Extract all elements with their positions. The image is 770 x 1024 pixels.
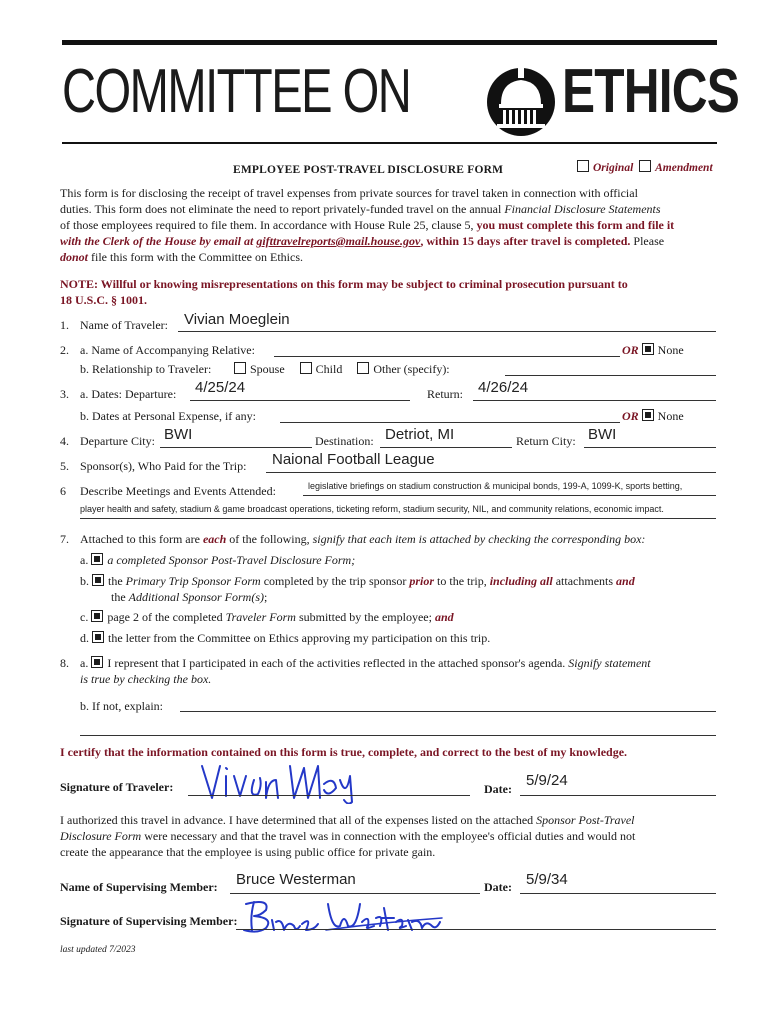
last-updated: last updated 7/2023 [60, 945, 136, 955]
traveler-signature-underline [188, 795, 470, 796]
intro-line-4: with the Clerk of the House by email at gifttravelreports@mail.house.gov, within 15 days after travel is completed. Please [60, 234, 665, 248]
q2a-underline[interactable] [274, 356, 620, 357]
traveler-date-underline [520, 795, 716, 796]
original-checkbox[interactable] [577, 160, 589, 172]
return-city-value[interactable]: BWI [588, 426, 617, 443]
amendment-label: Amendment [655, 162, 713, 174]
q8a-checkbox[interactable] [91, 656, 103, 668]
q3-number: 3. [60, 387, 69, 401]
intro-line-2: duties. This form does not eliminate the need to report privately-funded travel on the annual Financial Disclosure Statements [60, 202, 661, 216]
departure-underline [190, 400, 410, 401]
q8a-item: a. I represent that I participated in each of the activities reflected in the attached sponsor's agenda. Signify statement [80, 656, 651, 670]
q7-number: 7. [60, 532, 69, 546]
q6-number: 6 [60, 484, 66, 498]
q8b-underline-1[interactable] [180, 711, 716, 712]
q5-label: Sponsor(s), Who Paid for the Trip: [80, 459, 247, 473]
masthead-ethics: ETHICS [562, 57, 740, 126]
q2b-options [234, 361, 450, 377]
certify-statement: I certify that the information contained on this form is true, complete, and correct to the best of my knowledge. [60, 745, 628, 759]
masthead-rule [62, 142, 717, 144]
traveler-name-value[interactable]: Vivian Moeglein [184, 311, 290, 328]
departure-date-value[interactable]: 4/25/24 [195, 379, 246, 396]
q3b-underline[interactable] [280, 422, 620, 423]
intro-line-3: of those employees required to file them. In accordance with House Rule 25, clause 5, you must complete this form and file it [60, 218, 675, 232]
child-label: Child [315, 362, 343, 376]
traveler-date-label: Date: [484, 782, 512, 796]
q3a-label: a. Dates: Departure: [80, 387, 177, 401]
note-line-1: NOTE: Willful or knowing misrepresentations on this form may be subject to criminal prosecution pursuant to [60, 277, 628, 291]
supervisor-signature[interactable] [236, 896, 446, 936]
q7b-item-cont: the Additional Sponsor Form(s); [111, 590, 268, 604]
return-city-underline [584, 447, 716, 448]
intro-line-1: This form is for disclosing the receipt of travel expenses from private sources for travel taken in connection with official [60, 186, 638, 200]
q7a-item: a. a completed Sponsor Post-Travel Disclosure Form; [80, 553, 356, 567]
q7d-item: d. the letter from the Committee on Ethics approving my participation on this trip. [80, 631, 491, 645]
return-date-value[interactable]: 4/26/24 [478, 379, 529, 396]
masthead-committee-on: COMMITTEE ON [62, 57, 411, 126]
supervisor-signature-underline [236, 929, 716, 930]
q3b-none-checkbox[interactable] [642, 409, 654, 421]
authorize-line-3: create the appearance that the employee is using public office for private gain. [60, 845, 436, 859]
q7-intro: Attached to this form are each of the following, signify that each item is attached by checking the corresponding box: [80, 532, 646, 546]
supervisor-name-label: Name of Supervising Member: [60, 880, 218, 894]
q1-number: 1. [60, 318, 69, 332]
destination-underline [380, 447, 512, 448]
return-label: Return: [427, 387, 463, 401]
traveler-signature[interactable] [196, 758, 356, 804]
supervisor-signature-label: Signature of Supervising Member: [60, 914, 238, 928]
top-rule [62, 40, 717, 45]
events-value-line-2[interactable]: player health and safety, stadium & game broadcast operations, ticketing reform, stadium security, NIL, and community relations, economic impact. [80, 504, 664, 514]
original-label: Original [593, 162, 634, 174]
q3b-or-none: OR None [622, 409, 684, 423]
child-checkbox[interactable] [300, 362, 312, 374]
q7c-checkbox[interactable] [91, 610, 103, 622]
q6-underline-2 [80, 518, 716, 519]
form-type-options [577, 160, 713, 174]
departure-city-value[interactable]: BWI [164, 426, 193, 443]
q2-number: 2. [60, 343, 69, 357]
sponsor-value[interactable]: Naional Football League [272, 451, 435, 468]
q1-underline [178, 331, 716, 332]
spouse-label: Spouse [250, 362, 285, 376]
departure-city-underline [160, 447, 312, 448]
spouse-checkbox[interactable] [234, 362, 246, 374]
q8-number: 8. [60, 656, 69, 670]
supervisor-date-underline [520, 893, 716, 894]
masthead [62, 52, 740, 152]
q6-underline-1 [303, 495, 716, 496]
q2a-label: a. Name of Accompanying Relative: [80, 343, 255, 357]
q2a-or-none: OR None [622, 343, 684, 357]
q7c-item: c. page 2 of the completed Traveler Form submitted by the employee; and [80, 610, 454, 624]
other-label: Other (specify): [373, 362, 450, 376]
authorize-line-2: Disclosure Form were necessary and that the travel was in connection with the employee's official duties and would not [60, 829, 636, 843]
q8a-item-cont: is true by checking the box. [80, 672, 212, 686]
supervisor-date-label: Date: [484, 880, 512, 894]
amendment-checkbox[interactable] [639, 160, 651, 172]
supervisor-name-value[interactable]: Bruce Westerman [236, 871, 356, 888]
q4-number: 4. [60, 434, 69, 448]
q7d-checkbox[interactable] [92, 631, 104, 643]
capitol-dome-icon [485, 60, 557, 144]
departure-city-label: Departure City: [80, 434, 155, 448]
return-underline [473, 400, 716, 401]
traveler-signature-label: Signature of Traveler: [60, 780, 174, 794]
destination-value[interactable]: Detriot, MI [385, 426, 455, 443]
authorize-line-1: I authorized this travel in advance. I have determined that all of the expenses listed on the attached Sponsor Post-Travel [60, 813, 635, 827]
return-city-label: Return City: [516, 434, 576, 448]
intro-line-5: donot file this form with the Committee on Ethics. [60, 250, 303, 264]
other-checkbox[interactable] [357, 362, 369, 374]
q2b-underline[interactable] [505, 375, 716, 376]
q8b-label: b. If not, explain: [80, 699, 163, 713]
supervisor-name-underline [230, 893, 480, 894]
events-value-line-1[interactable]: legislative briefings on stadium construction & municipal bonds, 199-A, 1099-K, sports betting, [308, 481, 683, 491]
q2a-none-checkbox[interactable] [642, 343, 654, 355]
form-name: EMPLOYEE POST-TRAVEL DISCLOSURE FORM [233, 164, 504, 176]
q8b-underline-2[interactable] [80, 735, 716, 736]
q7b-item: b. the Primary Trip Sponsor Form completed by the trip sponsor prior to the trip, including all attachments and [80, 574, 635, 588]
q7a-checkbox[interactable] [91, 553, 103, 565]
traveler-date-value[interactable]: 5/9/24 [526, 772, 568, 789]
q5-number: 5. [60, 459, 69, 473]
q6-label: Describe Meetings and Events Attended: [80, 484, 276, 498]
supervisor-date-value[interactable]: 5/9/34 [526, 871, 568, 888]
destination-label: Destination: [315, 434, 374, 448]
note-line-2: 18 U.S.C. § 1001. [60, 293, 148, 307]
q7b-checkbox[interactable] [92, 574, 104, 586]
q3b-label: b. Dates at Personal Expense, if any: [80, 409, 256, 423]
q5-underline [266, 472, 716, 473]
q1-label: Name of Traveler: [80, 318, 168, 332]
q2b-label: b. Relationship to Traveler: [80, 362, 212, 376]
